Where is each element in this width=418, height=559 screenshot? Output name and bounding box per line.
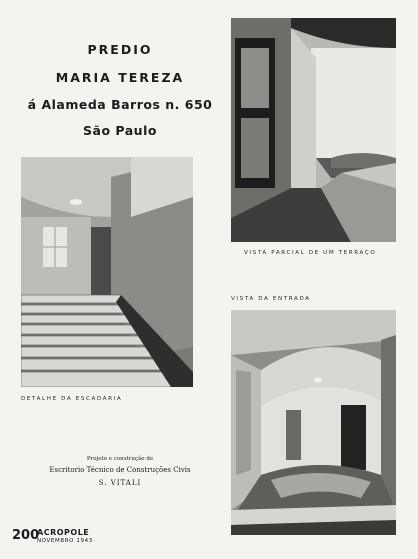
entrance-photo [231, 310, 396, 535]
credits-label: Projeto e construção de [86, 456, 154, 462]
building-city: São Paulo [83, 123, 157, 138]
magazine-name: ACROPOLE [37, 528, 90, 537]
staircase-caption: DETALHE DA ESCADARIA [21, 396, 123, 402]
building-name: MARIA TEREZA [55, 70, 185, 85]
credits-name: S. VITALI [98, 479, 142, 487]
entrance-caption: VISTA DA ENTRADA [231, 296, 311, 302]
building-address: á Alameda Barros n. 650 [27, 97, 213, 112]
terrace-photo [231, 18, 396, 242]
page-number: 200 [12, 528, 40, 543]
credits-firm: Escritorio Técnico de Construções Civis [49, 466, 191, 474]
building-title: PREDIO [87, 42, 153, 57]
issue-date: NOVEMBRO 1943 [37, 538, 93, 544]
terrace-caption: VISTA PARCIAL DE UM TERRAÇO [244, 250, 377, 256]
staircase-photo [21, 157, 193, 387]
